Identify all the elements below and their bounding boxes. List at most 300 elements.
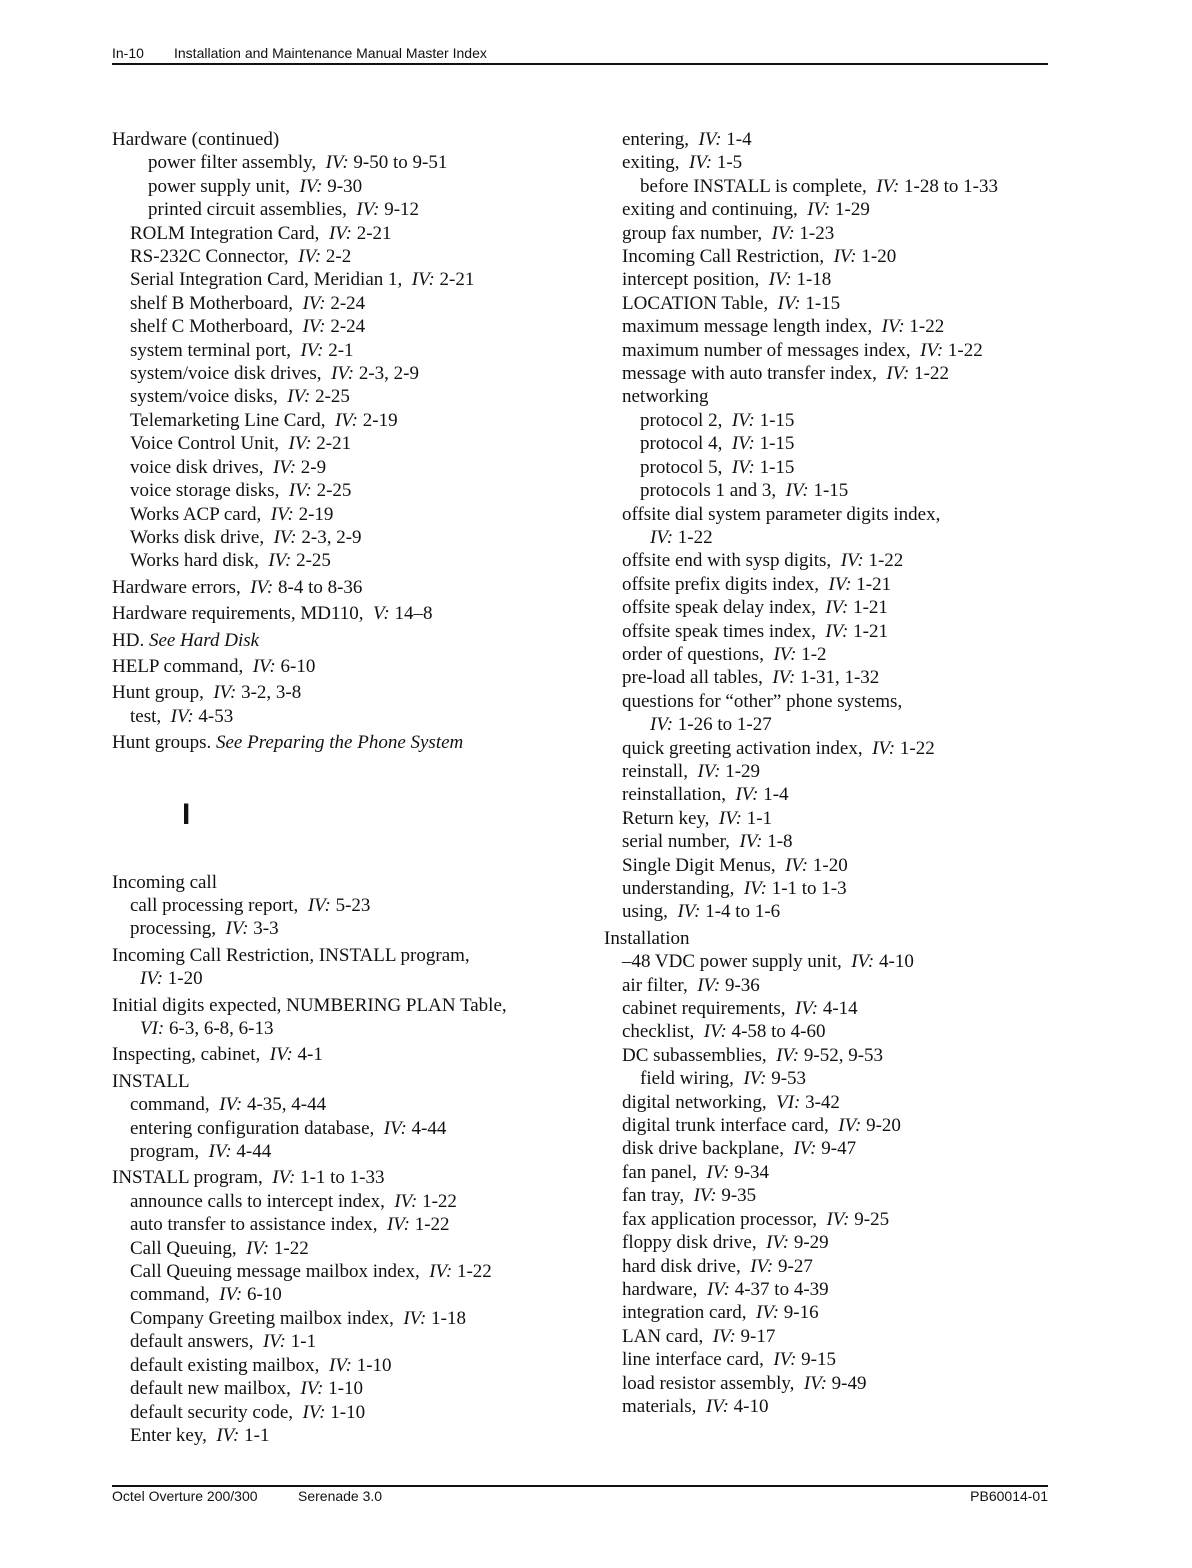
index-entry bbox=[604, 643, 1048, 666]
index-entry bbox=[604, 1231, 1048, 1254]
page-reference: 4-1 bbox=[297, 1044, 323, 1066]
volume-label: IV: bbox=[219, 1094, 243, 1116]
volume-label: IV: bbox=[140, 968, 164, 990]
page-reference: 1-28 to 1-33 bbox=[904, 175, 998, 197]
volume-label: IV: bbox=[825, 620, 849, 642]
page-reference: 1-1 bbox=[244, 1424, 270, 1446]
index-entry bbox=[604, 1067, 1048, 1090]
volume-label: IV: bbox=[394, 1190, 418, 1212]
index-entry bbox=[604, 573, 1048, 596]
volume-label: IV: bbox=[693, 1185, 717, 1207]
page-reference: 2-9 bbox=[300, 456, 327, 478]
page-reference: 2-21 bbox=[439, 269, 475, 291]
index-term: HELP command, bbox=[112, 655, 244, 677]
index-column-left bbox=[112, 125, 582, 1447]
index-term: Hardware requirements, MD110, bbox=[112, 603, 364, 625]
index-term: Incoming call bbox=[112, 871, 217, 893]
volume-label: IV: bbox=[785, 854, 809, 876]
volume-label: IV: bbox=[807, 199, 831, 221]
page-reference: 1-20 bbox=[812, 854, 848, 876]
volume-label: IV: bbox=[252, 655, 276, 677]
volume-label: IV: bbox=[328, 1354, 352, 1376]
page-reference: 1-1 to 1-33 bbox=[300, 1167, 385, 1189]
volume-label: IV: bbox=[325, 152, 349, 174]
product-name: Octel Overture 200/300 bbox=[112, 1488, 258, 1504]
volume-label: IV: bbox=[262, 1331, 286, 1353]
index-entry bbox=[604, 927, 1048, 950]
volume-label: IV: bbox=[697, 760, 721, 782]
index-term: floppy disk drive, bbox=[622, 1232, 757, 1254]
volume-label: IV: bbox=[773, 1349, 797, 1371]
index-entry bbox=[604, 198, 1048, 221]
page-reference: 1-4 bbox=[726, 129, 752, 150]
index-entry bbox=[604, 737, 1048, 760]
volume-label: IV: bbox=[743, 1068, 767, 1090]
index-entry bbox=[112, 1140, 582, 1163]
volume-label: IV: bbox=[225, 918, 249, 940]
page-reference: 1-22 bbox=[914, 363, 949, 385]
volume-label: IV: bbox=[840, 550, 864, 572]
page-reference: 1-22 bbox=[947, 339, 983, 361]
page-reference: 1-1 to 1-3 bbox=[771, 878, 847, 899]
index-entry bbox=[604, 1348, 1048, 1371]
volume-label: IV: bbox=[777, 292, 801, 314]
index-entry bbox=[112, 602, 582, 625]
index-term: disk drive backplane, bbox=[622, 1138, 784, 1160]
volume-label: IV: bbox=[272, 1167, 296, 1189]
page-reference: 9-25 bbox=[854, 1208, 890, 1230]
page-reference: 1-15 bbox=[805, 292, 841, 314]
volume-label: IV: bbox=[703, 1021, 727, 1043]
index-entry bbox=[604, 807, 1048, 830]
index-entry bbox=[604, 1208, 1048, 1231]
page-reference: 2-24 bbox=[330, 316, 366, 338]
volume-label: IV: bbox=[300, 1378, 324, 1400]
page-reference: 4-10 bbox=[733, 1395, 769, 1417]
index-entry bbox=[604, 1325, 1048, 1348]
page-reference: 9-27 bbox=[778, 1255, 813, 1277]
page-reference: 9-34 bbox=[734, 1161, 770, 1183]
index-entry bbox=[112, 655, 582, 678]
volume-label: IV: bbox=[273, 456, 297, 478]
volume-label: IV: bbox=[302, 1401, 326, 1423]
page-reference: 1-22 bbox=[273, 1237, 309, 1259]
page-reference: 9-16 bbox=[783, 1302, 819, 1324]
index-entry bbox=[112, 994, 582, 1041]
index-entry bbox=[112, 245, 582, 268]
page-reference: 1-22 bbox=[422, 1190, 457, 1212]
volume-label: IV: bbox=[268, 550, 292, 572]
page-reference: 1-22 bbox=[456, 1261, 492, 1283]
index-entry bbox=[604, 549, 1048, 572]
index-term: system/voice disks, bbox=[130, 386, 278, 408]
volume-label: IV: bbox=[785, 480, 809, 502]
index-entry bbox=[604, 1137, 1048, 1160]
page-reference: 2-1 bbox=[328, 339, 354, 361]
index-entry bbox=[112, 1093, 582, 1116]
page-reference: 9-29 bbox=[793, 1232, 829, 1254]
index-entry bbox=[112, 1283, 582, 1306]
index-term: offsite speak times index, bbox=[622, 620, 816, 642]
index-entry bbox=[604, 1161, 1048, 1184]
header-rule bbox=[112, 63, 1048, 65]
index-term: Hunt group, bbox=[112, 682, 204, 704]
volume-label: IV: bbox=[771, 222, 795, 244]
page-reference: 2-25 bbox=[315, 386, 350, 408]
page-reference: 5-23 bbox=[335, 894, 371, 916]
volume-label: IV: bbox=[270, 503, 294, 525]
document-number: PB60014-01 bbox=[970, 1488, 1048, 1504]
index-entry bbox=[604, 315, 1048, 338]
index-term: shelf C Motherboard, bbox=[130, 316, 294, 338]
page-reference: 1-4 bbox=[763, 784, 789, 806]
index-entry bbox=[112, 151, 582, 174]
volume-label: IV: bbox=[739, 831, 763, 853]
index-term: Return key, bbox=[622, 807, 710, 829]
volume-label: IV: bbox=[689, 152, 713, 174]
page-reference: 6-10 bbox=[246, 1284, 282, 1306]
index-entry bbox=[112, 175, 582, 198]
volume-label: IV: bbox=[795, 998, 819, 1020]
index-entry bbox=[604, 1255, 1048, 1278]
volume-label: IV: bbox=[776, 1044, 800, 1066]
volume-label: IV: bbox=[706, 1161, 730, 1183]
volume-label: IV: bbox=[650, 714, 674, 736]
index-entry bbox=[112, 549, 582, 572]
page-reference: 1-10 bbox=[330, 1401, 366, 1423]
page-header bbox=[112, 44, 1048, 62]
index-entry bbox=[604, 1372, 1048, 1395]
index-term: Works hard disk, bbox=[130, 550, 259, 572]
volume-label: IV: bbox=[826, 1208, 850, 1230]
index-entry bbox=[112, 1377, 582, 1400]
page-reference: 4-14 bbox=[822, 998, 858, 1020]
index-term: hardware, bbox=[622, 1278, 698, 1300]
page-reference: 1-1 bbox=[746, 807, 773, 829]
page-reference: 1-5 bbox=[716, 152, 743, 174]
index-entry bbox=[604, 1114, 1048, 1137]
index-entry bbox=[604, 854, 1048, 877]
page-reference: 1-20 bbox=[861, 246, 897, 268]
index-term: line interface card, bbox=[622, 1349, 764, 1371]
volume-label: IV: bbox=[208, 1141, 232, 1163]
index-term: networking bbox=[622, 386, 709, 408]
index-term: digital trunk interface card, bbox=[622, 1115, 829, 1137]
page-reference: 1-20 bbox=[167, 968, 203, 990]
volume-label: IV: bbox=[250, 576, 274, 598]
volume-label: IV: bbox=[731, 433, 755, 455]
volume-label: IV: bbox=[828, 573, 852, 595]
index-term: Serial Integration Card, Meridian 1, bbox=[130, 269, 403, 291]
index-term: Call Queuing, bbox=[130, 1237, 237, 1259]
index-entry bbox=[604, 292, 1048, 315]
index-term: power filter assembly, bbox=[148, 152, 317, 174]
index-entry bbox=[604, 596, 1048, 619]
page-reference: 1-21 bbox=[853, 620, 888, 642]
volume-label: IV: bbox=[299, 175, 323, 197]
page-reference: 1-8 bbox=[767, 831, 793, 853]
page-reference: 1-21 bbox=[853, 597, 888, 619]
index-term: voice disk drives, bbox=[130, 456, 264, 478]
volume-label: IV: bbox=[307, 894, 331, 916]
volume-label: IV: bbox=[698, 129, 722, 150]
volume-label: IV: bbox=[825, 597, 849, 619]
index-entry bbox=[112, 432, 582, 455]
index-entry bbox=[112, 731, 582, 754]
index-term: ROLM Integration Card, bbox=[130, 222, 320, 244]
index-term: order of questions, bbox=[622, 643, 764, 665]
page-reference: 9-12 bbox=[384, 199, 420, 221]
index-term: offsite speak delay index, bbox=[622, 597, 816, 619]
volume-label: IV: bbox=[920, 339, 944, 361]
index-term: Hardware (continued) bbox=[112, 129, 280, 150]
index-entry bbox=[112, 526, 582, 549]
volume-label: IV: bbox=[302, 316, 326, 338]
index-term: exiting and continuing, bbox=[622, 199, 798, 221]
index-term: Enter key, bbox=[130, 1424, 207, 1446]
page-reference: 9-15 bbox=[801, 1349, 836, 1371]
index-entry bbox=[112, 917, 582, 940]
index-term: offsite end with sysp digits, bbox=[622, 550, 832, 572]
index-term: digital networking, bbox=[622, 1091, 767, 1113]
page-reference: 9-53 bbox=[771, 1068, 807, 1090]
index-term: command, bbox=[130, 1284, 210, 1306]
page-reference: 1-22 bbox=[899, 737, 935, 759]
page-reference: 4-37 to 4-39 bbox=[734, 1278, 829, 1300]
volume-label: IV: bbox=[768, 269, 792, 291]
index-term: Works disk drive, bbox=[130, 526, 265, 548]
page-reference: 1-26 to 1-27 bbox=[677, 714, 772, 736]
index-term: hard disk drive, bbox=[622, 1255, 741, 1277]
index-term: command, bbox=[130, 1094, 210, 1116]
index-entry bbox=[604, 1184, 1048, 1207]
page-reference: 14–8 bbox=[394, 603, 433, 625]
index-term: message with auto transfer index, bbox=[622, 363, 877, 385]
page-reference: 4-53 bbox=[198, 705, 234, 727]
page-reference: 1-31, 1-32 bbox=[800, 667, 880, 689]
index-entry bbox=[112, 385, 582, 408]
page-reference: 2-3, 2-9 bbox=[301, 526, 362, 548]
index-entry bbox=[604, 830, 1048, 853]
index-term: protocol 4, bbox=[640, 433, 723, 455]
index-entry bbox=[112, 681, 582, 704]
index-term: entering configuration database, bbox=[130, 1117, 375, 1139]
index-term: INSTALL bbox=[112, 1070, 190, 1092]
volume-label: IV: bbox=[383, 1117, 407, 1139]
index-entry bbox=[604, 997, 1048, 1020]
index-term: protocol 5, bbox=[640, 456, 723, 478]
index-entry bbox=[604, 666, 1048, 689]
index-term: protocol 2, bbox=[640, 409, 723, 431]
page-reference: 9-50 to 9-51 bbox=[353, 152, 448, 174]
index-term: INSTALL program, bbox=[112, 1167, 263, 1189]
page-reference: 9-52, 9-53 bbox=[803, 1044, 884, 1066]
volume-label: IV: bbox=[216, 1424, 240, 1446]
index-entry bbox=[112, 339, 582, 362]
page-reference: 9-36 bbox=[724, 974, 760, 996]
page-reference: 1-15 bbox=[759, 409, 795, 431]
volume-label: IV: bbox=[876, 175, 900, 197]
index-term: call processing report, bbox=[130, 894, 299, 916]
index-term: shelf B Motherboard, bbox=[130, 292, 294, 314]
index-entry bbox=[112, 128, 582, 151]
index-term: Incoming Call Restriction, INSTALL program, bbox=[112, 944, 470, 966]
index-entry bbox=[112, 292, 582, 315]
volume-label: IV: bbox=[872, 737, 896, 759]
index-column-right bbox=[604, 125, 1048, 1418]
index-term: processing, bbox=[130, 918, 217, 940]
index-term: default new mailbox, bbox=[130, 1378, 291, 1400]
index-term: Telemarketing Line Card, bbox=[130, 409, 326, 431]
index-entry bbox=[112, 1213, 582, 1236]
page-reference: 2-25 bbox=[316, 480, 352, 502]
index-entry bbox=[604, 151, 1048, 174]
index-term: DC subassemblies, bbox=[622, 1044, 767, 1066]
volume-label: IV: bbox=[750, 1255, 774, 1277]
index-term: exiting, bbox=[622, 152, 680, 174]
index-term: program, bbox=[130, 1141, 200, 1163]
page-reference: 2-19 bbox=[298, 503, 334, 525]
page-reference: 2-3, 2-9 bbox=[358, 363, 419, 385]
page-reference: 9-17 bbox=[740, 1325, 776, 1347]
index-entry bbox=[604, 950, 1048, 973]
index-term: HD. bbox=[112, 629, 145, 651]
index-term: materials, bbox=[622, 1395, 697, 1417]
page-reference: 1-1 bbox=[290, 1331, 317, 1353]
index-entry bbox=[604, 1278, 1048, 1301]
index-entry bbox=[112, 1237, 582, 1260]
index-term: default security code, bbox=[130, 1401, 294, 1423]
index-term: using, bbox=[622, 901, 668, 923]
index-term: before INSTALL is complete, bbox=[640, 175, 867, 197]
index-entry bbox=[604, 222, 1048, 245]
volume-label: IV: bbox=[300, 339, 324, 361]
page-reference: 1-22 bbox=[677, 526, 713, 548]
index-entry bbox=[112, 1330, 582, 1353]
index-entry bbox=[112, 1190, 582, 1213]
index-entry bbox=[112, 1117, 582, 1140]
page-reference: 2-2 bbox=[325, 246, 352, 268]
index-term: questions for “other” phone systems, bbox=[622, 690, 903, 712]
volume-label: IV: bbox=[411, 269, 435, 291]
volume-label: IV: bbox=[287, 386, 311, 408]
index-entry bbox=[604, 620, 1048, 643]
page-reference: 1-10 bbox=[356, 1354, 392, 1376]
index-term: –48 VDC power supply unit, bbox=[622, 951, 842, 973]
volume-label: IV: bbox=[403, 1307, 427, 1329]
index-term: Initial digits expected, NUMBERING PLAN Table, bbox=[112, 994, 507, 1016]
index-term: Inspecting, cabinet, bbox=[112, 1044, 261, 1066]
volume-label: IV: bbox=[718, 807, 742, 829]
volume-label: IV: bbox=[429, 1261, 453, 1283]
index-term: air filter, bbox=[622, 974, 688, 996]
page-reference: 3-3 bbox=[253, 918, 279, 940]
page-reference: 2-25 bbox=[296, 550, 331, 572]
index-entry bbox=[604, 245, 1048, 268]
index-entry bbox=[112, 222, 582, 245]
volume-label: IV: bbox=[772, 667, 796, 689]
index-entry bbox=[112, 576, 582, 599]
page-reference: 9-47 bbox=[821, 1138, 857, 1160]
index-entry bbox=[604, 385, 1048, 408]
index-term: pre-load all tables, bbox=[622, 667, 763, 689]
index-entry-continuation bbox=[622, 526, 1048, 549]
volume-label: IV: bbox=[735, 784, 759, 806]
page-reference: 4-35, 4-44 bbox=[246, 1094, 327, 1116]
index-section-letter: I bbox=[182, 797, 191, 831]
index-entry bbox=[112, 894, 582, 917]
volume-label: IV: bbox=[246, 1237, 270, 1259]
volume-label: IV: bbox=[269, 1044, 293, 1066]
index-entry bbox=[604, 690, 1048, 737]
volume-label: IV: bbox=[712, 1325, 736, 1347]
index-entry bbox=[112, 315, 582, 338]
index-entry bbox=[604, 339, 1048, 362]
index-term: Works ACP card, bbox=[130, 503, 262, 525]
index-term: Incoming Call Restriction, bbox=[622, 246, 825, 268]
index-entry bbox=[604, 1044, 1048, 1067]
volume-label: IV: bbox=[851, 951, 875, 973]
page-reference: 2-21 bbox=[316, 433, 352, 455]
page-reference: 9-30 bbox=[327, 175, 363, 197]
volume-label: IV: bbox=[793, 1138, 817, 1160]
volume-label: IV: bbox=[298, 246, 322, 268]
see-reference: See Preparing the Phone System bbox=[215, 732, 464, 754]
page-reference: 6-10 bbox=[280, 655, 316, 677]
page-reference: 9-35 bbox=[721, 1185, 757, 1207]
page-reference: 9-20 bbox=[866, 1115, 901, 1137]
page-reference: 9-49 bbox=[831, 1372, 867, 1394]
index-term: reinstallation, bbox=[622, 784, 726, 806]
page-reference: 4-58 to 4-60 bbox=[731, 1021, 826, 1043]
index-entry bbox=[112, 1166, 582, 1189]
index-entry bbox=[604, 760, 1048, 783]
index-term: default answers, bbox=[130, 1331, 254, 1353]
page-reference: 3-42 bbox=[805, 1091, 840, 1113]
volume-label: IV: bbox=[219, 1284, 243, 1306]
page-reference: 4-44 bbox=[411, 1117, 447, 1139]
volume-label: IV: bbox=[356, 199, 380, 221]
page-reference: 1-23 bbox=[799, 222, 835, 244]
index-term: fax application processor, bbox=[622, 1208, 817, 1230]
page-reference: 1-4 to 1-6 bbox=[705, 901, 781, 923]
manual-title: Installation and Maintenance Manual Master Index bbox=[174, 45, 487, 61]
index-entry bbox=[604, 268, 1048, 291]
index-term: intercept position, bbox=[622, 269, 760, 291]
index-term: field wiring, bbox=[640, 1068, 734, 1090]
index-term: power supply unit, bbox=[148, 175, 290, 197]
index-term: understanding, bbox=[622, 878, 735, 899]
volume-label: VI: bbox=[140, 1018, 165, 1039]
index-term: Installation bbox=[604, 927, 690, 949]
page-reference: 4-10 bbox=[879, 951, 914, 973]
volume-label: IV: bbox=[331, 363, 355, 385]
index-term: Hunt groups. bbox=[112, 732, 212, 754]
page-reference: 1-15 bbox=[759, 433, 795, 455]
page-reference: 4-44 bbox=[236, 1141, 272, 1163]
index-term: load resistor assembly, bbox=[622, 1372, 795, 1394]
index-entry bbox=[112, 629, 582, 652]
index-term: group fax number, bbox=[622, 222, 763, 244]
index-entry bbox=[112, 198, 582, 221]
volume-label: IV: bbox=[803, 1372, 827, 1394]
index-term: auto transfer to assistance index, bbox=[130, 1214, 378, 1236]
index-entry bbox=[604, 974, 1048, 997]
index-entry bbox=[112, 503, 582, 526]
page-reference: 6-3, 6-8, 6-13 bbox=[169, 1018, 274, 1039]
index-entry bbox=[112, 1401, 582, 1424]
index-term: Company Greeting mailbox index, bbox=[130, 1307, 394, 1329]
